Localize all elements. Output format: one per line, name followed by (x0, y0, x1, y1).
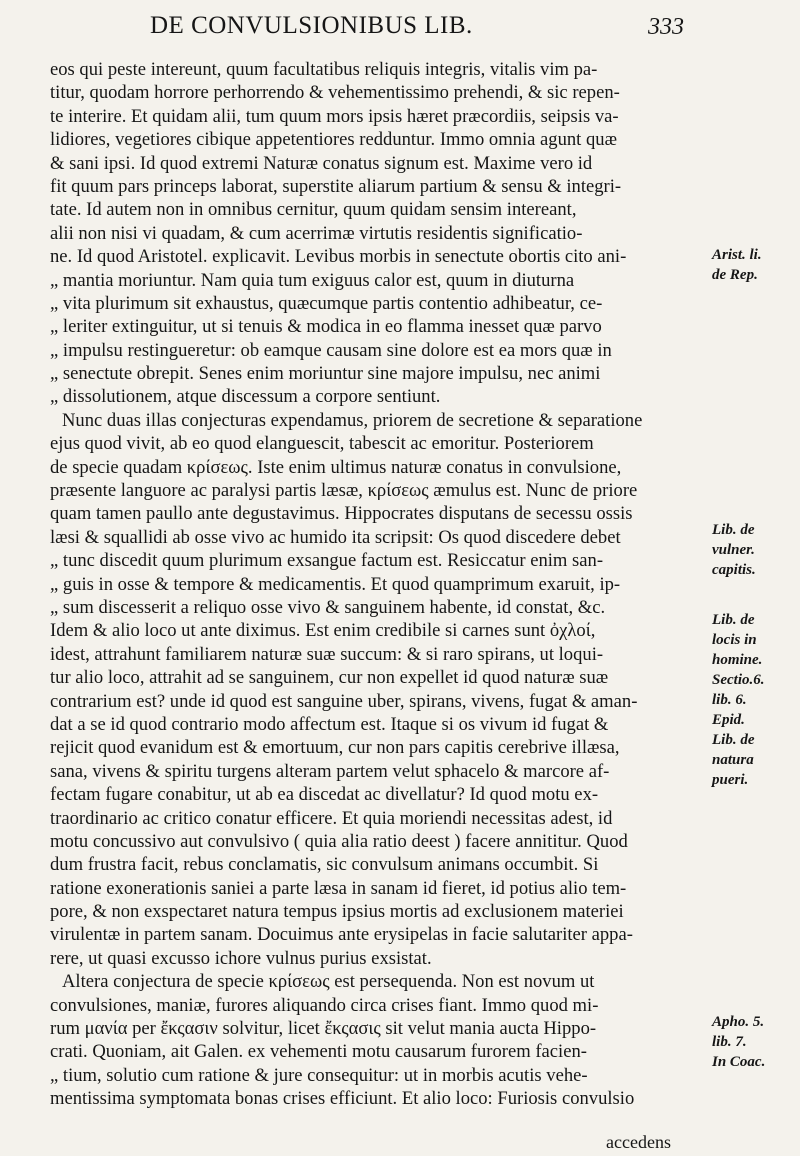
text-line: dum frustra facit, rebus conclamatis, sic convulsum animans occumbit. Si (50, 854, 599, 876)
running-title: DE CONVULSIONIBUS LIB. (150, 12, 473, 39)
text-line: „ dissolutionem, atque discessum a corpore sentiunt. (50, 386, 441, 408)
text-line: ratione exonerationis saniei a parte læsa in sanam id fieret, id potius alio tem- (50, 877, 627, 899)
text-line: tate. Id autem non in omnibus cernitur, quum quidam sensim intereant, (50, 199, 577, 221)
margin-note-line: In Coac. (712, 1054, 766, 1070)
running-header (150, 12, 710, 46)
text-line: titur, quodam horrore perhorrendo & vehementissimo prehendi, & sic repen- (50, 82, 620, 104)
text-line: fectam fugare conabitur, ut ab ea discedat ac divellatur? Id quod motu ex- (50, 784, 599, 806)
margin-note-locis-in-homine (712, 610, 798, 790)
margin-note-line: Arist. li. (712, 247, 762, 263)
text-line: „ senectute obrepit. Senes enim moriuntur sine majore impulsu, nec animi (50, 363, 601, 385)
text-line: te interire. Et quidam alii, tum quum mors ipsis hæret præcordiis, seipsis va- (50, 105, 619, 127)
text-line: „ mantia moriuntur. Nam quia tum exiguus calor est, quum in diuturna (50, 269, 575, 291)
text-line: idest, attrahunt familiarem naturæ suæ succum: & si raro spirans, ut loqui- (50, 643, 604, 665)
text-line: virulentæ in partem sanam. Docuimus ante erysipelas in facie salutariter appa- (50, 924, 633, 946)
text-line: rejicit quod evanidum est & emortuum, cur non pars capitis cerebrive illæsa, (50, 737, 620, 759)
text-line: convulsiones, maniæ, furores aliquando circa crises fiant. Immo quod mi- (50, 994, 599, 1016)
text-line: dat a se id quod contrario modo affectum est. Itaque si os vivum id fugat & (50, 713, 609, 735)
margin-note-line: natura (712, 752, 754, 768)
margin-note-line: pueri. (712, 772, 749, 788)
catchword: accedens (606, 1132, 671, 1152)
text-line: alii non nisi vi quadam, & cum acerrimæ virtutis residentis significatio- (50, 222, 583, 244)
margin-note-line: Lib. de (712, 522, 755, 538)
text-line: tur alio loco, attrahit ad se sanguinem, cur non expellet id quod naturæ suæ (50, 667, 609, 689)
text-line: fit quum pars princeps laborat, superstite aliarum partium & sensu & integri- (50, 175, 622, 197)
margin-note-vulner (712, 520, 798, 580)
text-line: „ vita plurimum sit exhaustus, quæcumque partis contentio adhibeatur, ce- (50, 292, 603, 314)
body-text (50, 58, 700, 1111)
margin-note-line: Lib. de (712, 612, 755, 628)
margin-note-aphorism (712, 1012, 798, 1072)
text-line: de specie quadam κρίσεως. Iste enim ultimus naturæ conatus in convulsione, (50, 456, 622, 478)
margin-note-line: Lib. de (712, 732, 755, 748)
text-line: læsi & squallidi ab osse vivo ac humido ita scripsit: Os quod discedere debet (50, 526, 621, 548)
text-line: Nunc duas illas conjecturas expendamus, priorem de secretione & separatione (62, 409, 643, 431)
text-line: lidiores, vegetiores cibique appetentiores redduntur. Immo omnia agunt quæ (50, 129, 617, 151)
text-line: Altera conjectura de specie κρίσεως est persequenda. Non est novum ut (62, 971, 595, 993)
text-line: traordinario ac critico conatur efficere. Et quia moriendi necessitas adest, id (50, 807, 613, 829)
text-line: crati. Quoniam, ait Galen. ex vehementi motu causarum furorem facien- (50, 1041, 587, 1063)
margin-note-line: Apho. 5. (712, 1014, 765, 1030)
margin-note-line: lib. 6. (712, 692, 747, 708)
text-line: Idem & alio loco ut ante diximus. Est enim credibile si carnes sunt ὀχλοί, (50, 620, 596, 642)
text-line: „ impulsu restingueretur: ob eamque causam sine dolore est ea mors quæ in (50, 339, 612, 361)
text-line: ejus quod vivit, ab eo quod elanguescit, tabescit ac emoritur. Posteriorem (50, 433, 594, 455)
page-number: 333 (648, 14, 684, 40)
margin-note-line: capitis. (712, 562, 756, 578)
text-line: mentissima symptomata bonas crises efficiunt. Et alio loco: Furiosis convulsio (50, 1088, 635, 1110)
text-line: ne. Id quod Aristotel. explicavit. Levibus morbis in senectute obortis cito ani- (50, 246, 627, 268)
text-line: & sani ipsi. Id quod extremi Naturæ conatus signum est. Maxime vero id (50, 152, 593, 174)
text-line: eos qui peste intereunt, quum facultatibus reliquis integris, vitalis vim pa- (50, 59, 598, 80)
margin-note-line: Sectio.6. (712, 672, 765, 688)
text-line: rum μανία per ἔκςασιν solvitur, licet ἔκςασις sit velut mania aucta Hippo- (50, 1018, 597, 1040)
text-line: pore, & non exspectaret natura tempus ipsius mortis ad exclusionem materiei (50, 901, 624, 923)
text-line: „ tium, solutio cum ratione & jure consequitur: ut in morbis acutis vehe- (50, 1064, 588, 1086)
margin-note-line: lib. 7. (712, 1034, 747, 1050)
text-line: quam tamen paullo ante degustavimus. Hippocrates disputans de secessu ossis (50, 503, 633, 525)
margin-note-aristotle (712, 245, 798, 285)
text-line: rere, ut quasi excusso ichore vulnus purius exsistat. (50, 947, 432, 969)
margin-note-line: de Rep. (712, 267, 758, 283)
text-line: motu concussivo aut convulsivo ( quia alia ratio deest ) facere annititur. Quod (50, 830, 628, 852)
text-line: præsente languore ac paralysi partis læsæ, κρίσεως æmulus est. Nunc de priore (50, 480, 638, 502)
margin-note-line: vulner. (712, 542, 755, 558)
margin-note-line: locis in (712, 632, 757, 648)
text-line: „ leriter extinguitur, ut si tenuis & modica in eo flamma inesset quæ parvo (50, 316, 602, 338)
text-line: contrarium est? unde id quod est sanguine uber, spirans, vivens, fugat & aman- (50, 690, 638, 712)
text-line: sana, vivens & spiritu turgens alteram partem velut sphacelo & marcore af- (50, 760, 610, 782)
text-line: „ guis in osse & tempore & medicamentis. Et quod quamprimum exaruit, ip- (50, 573, 621, 595)
margin-note-line: Epid. (712, 712, 745, 728)
margin-note-line: homine. (712, 652, 763, 668)
text-line: „ tunc discedit quum plurimum exsangue factum est. Resiccatur enim san- (50, 550, 604, 572)
text-line: „ sum discesserit a reliquo osse vivo & sanguinem habente, id constat, &c. (50, 596, 606, 618)
